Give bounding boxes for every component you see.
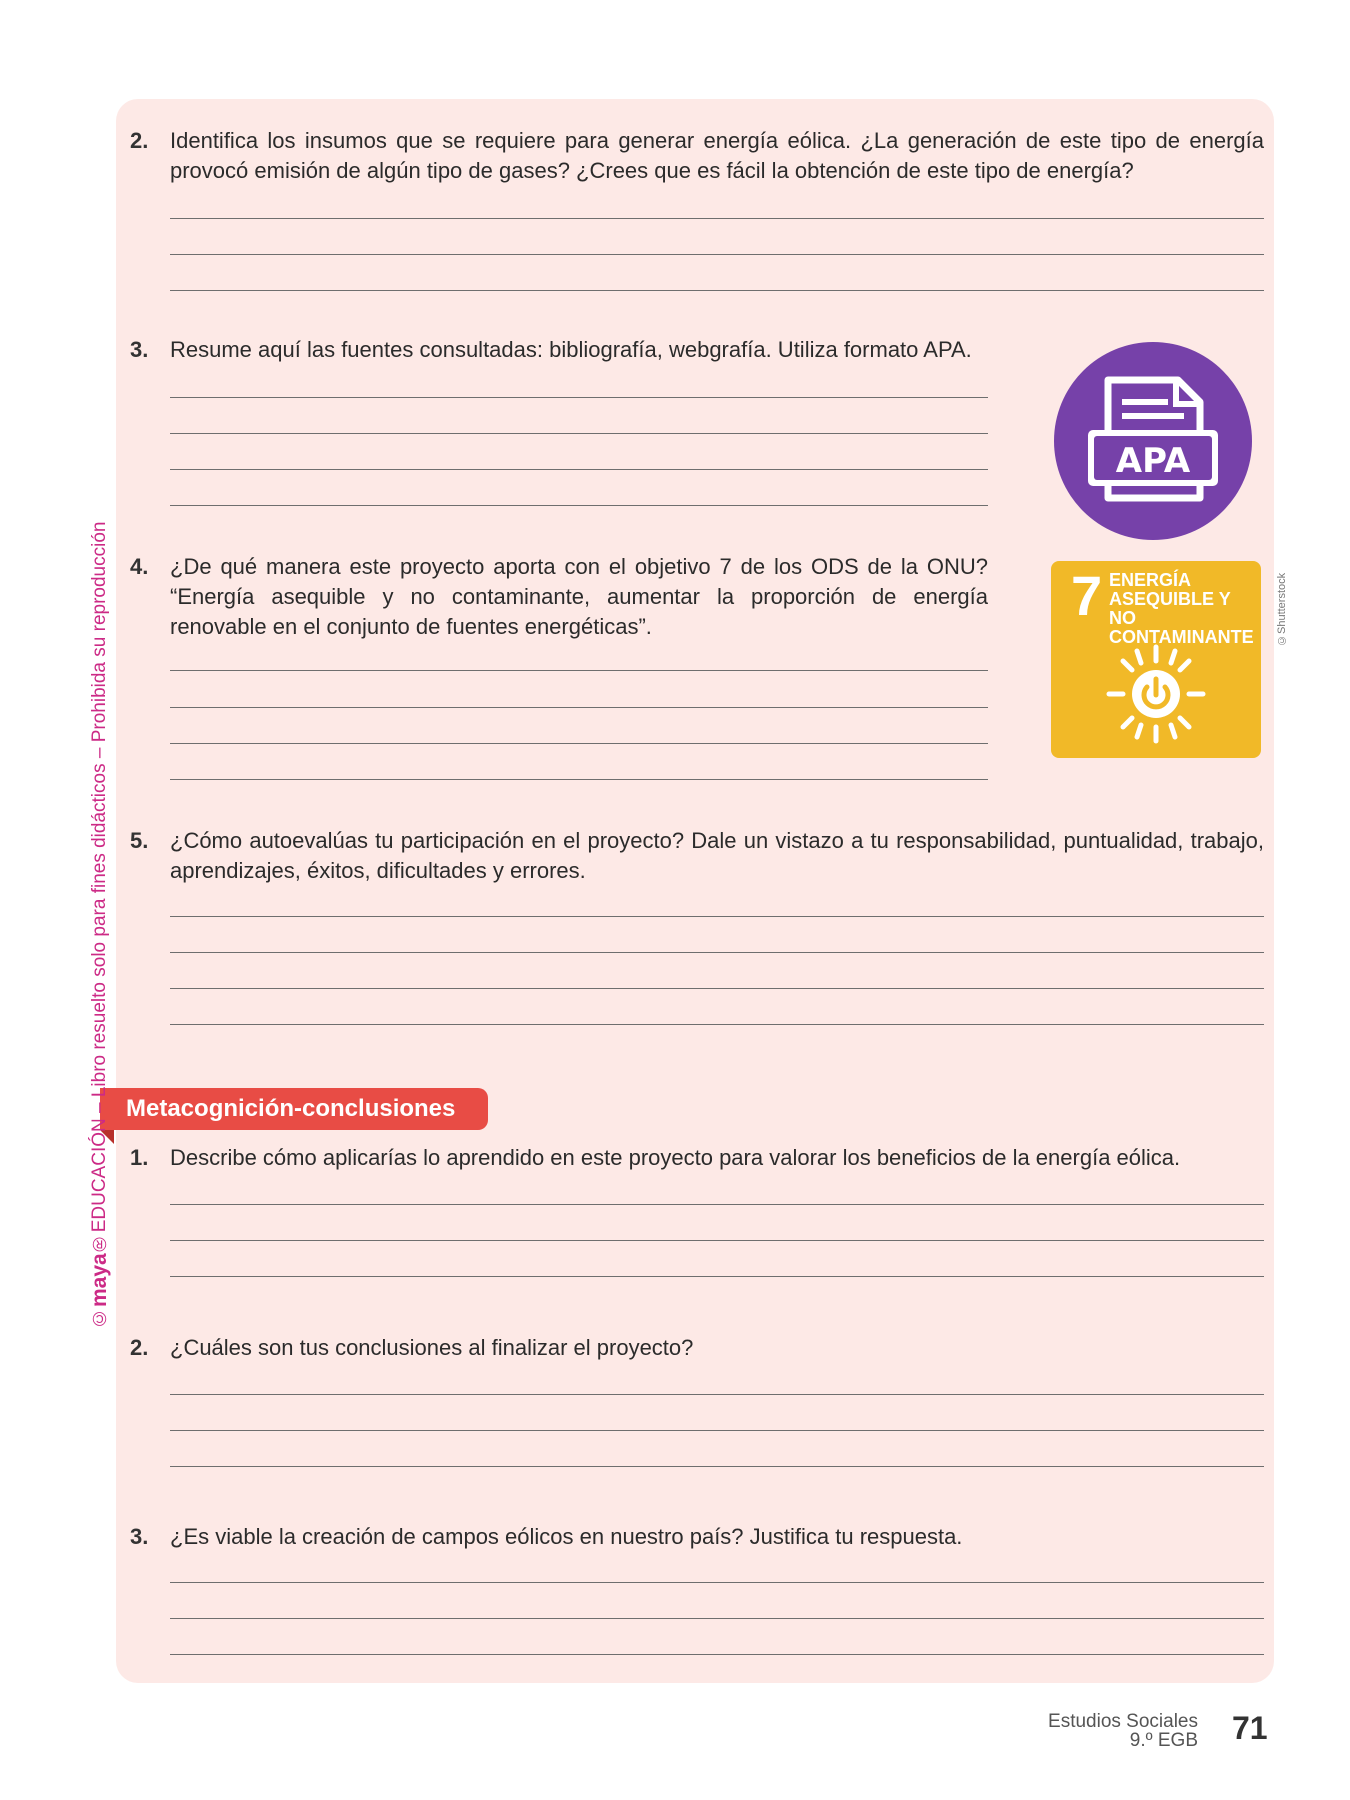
question-text: Describe cómo aplicarías lo aprendido en este proyecto para valorar los beneficios de la energía eólica. xyxy=(170,1145,1181,1170)
answer-line[interactable] xyxy=(170,1024,1264,1025)
answer-line[interactable] xyxy=(170,1430,1264,1431)
answer-line[interactable] xyxy=(170,779,988,780)
answer-line[interactable] xyxy=(170,505,988,506)
question-number: 3. xyxy=(130,337,149,362)
copyright-sidebar xyxy=(88,492,118,1328)
apa-label: APA xyxy=(1115,441,1191,481)
apa-document-icon xyxy=(1054,342,1252,540)
question-number: 5. xyxy=(130,828,149,853)
answer-line[interactable] xyxy=(170,988,1264,989)
registered-mark: ® xyxy=(89,1232,110,1254)
question-number: 3. xyxy=(130,1524,149,1549)
question-text: ¿De qué manera este proyecto aporta con el objetivo 7 de los ODS de la ONU? “Energía asequible y no contaminante, aumentar la proporción de energía renovable en el conjunto de fuentes energéticas”. xyxy=(170,554,988,639)
answer-line[interactable] xyxy=(170,707,988,708)
sun-power-icon xyxy=(1103,641,1209,747)
answer-line[interactable] xyxy=(170,1204,1264,1205)
question-text: ¿Es viable la creación de campos eólicos en nuestro país? Justifica tu respuesta. xyxy=(170,1524,963,1549)
answer-line[interactable] xyxy=(170,397,988,398)
answer-line[interactable] xyxy=(170,1240,1264,1241)
sdg-7-badge xyxy=(1051,561,1261,758)
answer-line[interactable] xyxy=(170,670,988,671)
answer-line[interactable] xyxy=(170,743,988,744)
answer-line[interactable] xyxy=(170,1276,1264,1277)
copyright-symbol: © xyxy=(89,1307,110,1328)
section-banner xyxy=(100,1088,488,1130)
answer-line[interactable] xyxy=(170,290,1264,291)
question-text: Resume aquí las fuentes consultadas: bibliografía, webgrafía. Utiliza formato APA. xyxy=(170,337,972,362)
brand-logo: maya xyxy=(88,1253,111,1307)
section-title: Metacognición-conclusiones xyxy=(126,1095,456,1122)
copyright-text: EDUCACIÓN – Libro resuelto solo para fines didácticos – Prohibida su reproducción xyxy=(89,521,110,1233)
answer-line[interactable] xyxy=(170,218,1264,219)
question-number: 2. xyxy=(130,1335,149,1360)
answer-line[interactable] xyxy=(170,469,988,470)
answer-line[interactable] xyxy=(170,1394,1264,1395)
question-text: ¿Cómo autoevalúas tu participación en el proyecto? Dale un vistazo a tu responsabilidad, puntualidad, trabajo, aprendizajes, éxitos, dificultades y errores. xyxy=(170,828,1264,883)
question-text: ¿Cuáles son tus conclusiones al finalizar el proyecto? xyxy=(170,1335,694,1360)
question-text: Identifica los insumos que se requiere para generar energía eólica. ¿La generación de este tipo de energía provocó emisión de algún tipo de gases? ¿Crees que es fácil la obtención de este tipo de energía? xyxy=(170,128,1264,183)
answer-line[interactable] xyxy=(170,1582,1264,1583)
answer-line[interactable] xyxy=(170,1618,1264,1619)
question-number: 1. xyxy=(130,1145,149,1170)
grade-label: 9.º EGB xyxy=(1129,1730,1198,1751)
footer-subject xyxy=(1048,1712,1198,1750)
answer-line[interactable] xyxy=(170,1654,1264,1655)
sdg-number: 7 xyxy=(1071,564,1103,627)
sdg-title: ENERGÍA ASEQUIBLE Y NO CONTAMINANTE xyxy=(1109,570,1254,647)
answer-line[interactable] xyxy=(170,916,1264,917)
subject-name: Estudios Sociales xyxy=(1048,1711,1198,1732)
question-number: 4. xyxy=(130,554,149,579)
answer-line[interactable] xyxy=(170,254,1264,255)
answer-line[interactable] xyxy=(170,952,1264,953)
image-credit: ©Shutterstock xyxy=(1276,572,1288,646)
page-number: 71 xyxy=(1232,1710,1268,1746)
question-number: 2. xyxy=(130,128,149,153)
answer-line[interactable] xyxy=(170,433,988,434)
answer-line[interactable] xyxy=(170,1466,1264,1467)
